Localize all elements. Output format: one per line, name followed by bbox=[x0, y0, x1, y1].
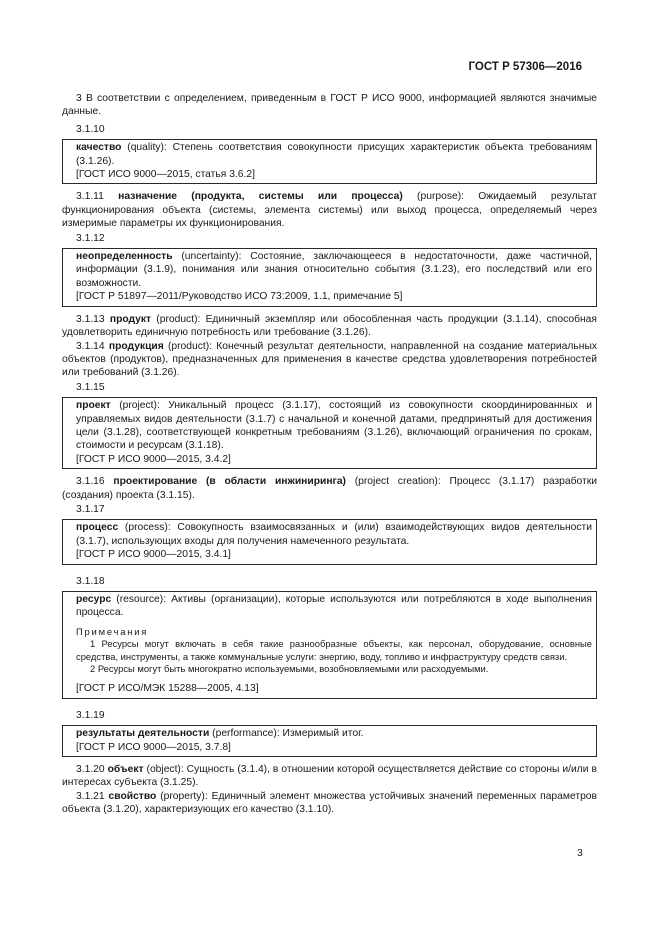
definition-property bbox=[62, 790, 597, 817]
entry-number: 3.1.13 bbox=[76, 313, 105, 325]
definition-text: (project creation): Процесс (3.1.17) разработки (создания) проекта (3.1.15). bbox=[62, 476, 597, 501]
source-reference: [ГОСТ Р ИСО 9000—2015, 3.4.1] bbox=[76, 549, 231, 561]
definition bbox=[76, 593, 592, 620]
entry-number: 3.1.18 bbox=[76, 575, 105, 587]
entry-number: 3.1.19 bbox=[76, 709, 105, 721]
definition-project-creation bbox=[62, 475, 597, 502]
term: назначение (продукта, системы или процесса) bbox=[118, 191, 403, 203]
definition-text: (object): Сущность (3.1.4), в отношении которой осуществляется действие со стороны и/или в интересах субъекта (3.1.25). bbox=[62, 764, 597, 789]
source-reference: [ГОСТ ИСО 9000—2015, статья 3.6.2] bbox=[76, 169, 255, 181]
term: качество bbox=[76, 142, 122, 154]
term: ресурс bbox=[76, 594, 112, 605]
definition-product bbox=[62, 313, 597, 340]
entry-number: 3.1.21 bbox=[76, 790, 105, 802]
definition-box-resource bbox=[62, 591, 597, 699]
definition-purpose bbox=[62, 190, 597, 230]
page-number: 3 bbox=[577, 848, 583, 859]
document-body bbox=[62, 92, 597, 817]
term: объект bbox=[107, 764, 144, 776]
definition-box-project bbox=[62, 397, 597, 469]
entry-number: 3.1.20 bbox=[76, 764, 105, 776]
term: неопределенность bbox=[76, 251, 173, 263]
document-header: ГОСТ Р 57306—2016 bbox=[468, 61, 582, 73]
notes-title: Примечания bbox=[76, 625, 149, 637]
definition-box-performance bbox=[62, 725, 597, 757]
definition bbox=[76, 399, 592, 453]
entry-number: 3.1.15 bbox=[76, 381, 105, 393]
term: проект bbox=[76, 400, 111, 412]
term: процесс bbox=[76, 522, 119, 534]
definition bbox=[76, 727, 592, 740]
definition-object bbox=[62, 763, 597, 790]
definition bbox=[76, 141, 592, 168]
definition-box-process bbox=[62, 519, 597, 564]
term: продукт bbox=[109, 313, 152, 325]
intro-note: 3 В соответствии с определением, приведенным в ГОСТ Р ИСО 9000, информацией являются значимые данные. bbox=[62, 93, 597, 118]
term: свойство bbox=[108, 790, 157, 802]
definition-text: (uncertainty): Состояние, заключающееся в недостаточности, даже частичной, информации (3.1.9), понимания или знания относительно события (3.1.23), его последствий или его возможности. bbox=[76, 251, 592, 289]
definition-text: (product): Единичный экземпляр или обособленная часть продукции (3.1.14), способная удовлетворить единичную потребность или требование (3.1.26). bbox=[62, 313, 597, 339]
definition bbox=[76, 250, 592, 290]
entry-number: 3.1.11 bbox=[76, 191, 104, 203]
definition-text: (quality): Степень соответствия совокупности присущих характеристик объекта требованиям (3.1.26). bbox=[76, 142, 592, 167]
definition-text: (purpose): Ожидаемый результат функционирования объекта (системы, элемента системы) или выход процесса, определяемый через измеримые параметры их функционирования. bbox=[62, 191, 597, 230]
term: проектирование (в области инжиниринга) bbox=[113, 476, 346, 488]
term: продукция bbox=[108, 340, 164, 352]
definition-text: (resource): Активы (организации), которые используются или потребляются в ходе выполнения процесса. bbox=[76, 594, 592, 619]
source-reference: [ГОСТ Р ИСО 9000—2015, 3.7.8] bbox=[76, 741, 231, 753]
entry-number: 3.1.10 bbox=[76, 123, 105, 135]
definition-text: (product): Конечный результат деятельности, направленной на создание материальных объектов (продуктов), предназначенных для применения в качестве средства удовлетворения потребностей или требований (3.1.26). bbox=[62, 340, 597, 379]
definition-text: (project): Уникальный процесс (3.1.17), состоящий из совокупности скоординированных и управляемых видов деятельности (3.1.7) с начальной и конечной датами, предпринятый для достижения цели (3.1.28), соответствующей конкретным требованиям (3.1.26), включающий ограничения по срокам, стоимости и ресурсам (3.1.18). bbox=[76, 400, 592, 452]
definition-box-quality bbox=[62, 139, 597, 184]
definition-text: (performance): Измеримый итог. bbox=[209, 728, 364, 740]
source-reference: [ГОСТ Р ИСО 9000—2015, 3.4.2] bbox=[76, 453, 231, 465]
note-1: 1 Ресурсы могут включать в себя такие разнообразные объекты, как персонал, оборудование, основные средства, инструменты, а также коммунальные услуги: энергию, воду, топливо и инфраструктуру средств связи. bbox=[76, 638, 592, 662]
definition-text: (property): Единичный элемент множества устойчивых значений переменных параметров объекта (3.1.20), характеризующих его качество (3.1.10). bbox=[62, 790, 597, 816]
definition-text: (process): Совокупность взаимосвязанных и (или) взаимодействующих видов деятельности (3.1.7), использующих входы для получения намеченного результата. bbox=[76, 522, 592, 547]
entry-number: 3.1.12 bbox=[76, 232, 105, 244]
definition-box-uncertainty bbox=[62, 248, 597, 307]
entry-number: 3.1.17 bbox=[76, 503, 105, 515]
source-reference: [ГОСТ Р ИСО/МЭК 15288—2005, 4.13] bbox=[76, 683, 259, 695]
term: результаты деятельности bbox=[76, 728, 210, 740]
entry-number: 3.1.16 bbox=[76, 476, 105, 488]
source-reference: [ГОСТ Р 51897—2011/Руководство ИСО 73:2009, 1.1, примечание 5] bbox=[76, 291, 403, 303]
entry-number: 3.1.14 bbox=[76, 340, 105, 352]
definition bbox=[76, 521, 592, 548]
definition-production bbox=[62, 340, 597, 380]
note-2: 2 Ресурсы могут быть многократно используемыми, возобновляемыми или расходуемыми. bbox=[90, 663, 489, 675]
